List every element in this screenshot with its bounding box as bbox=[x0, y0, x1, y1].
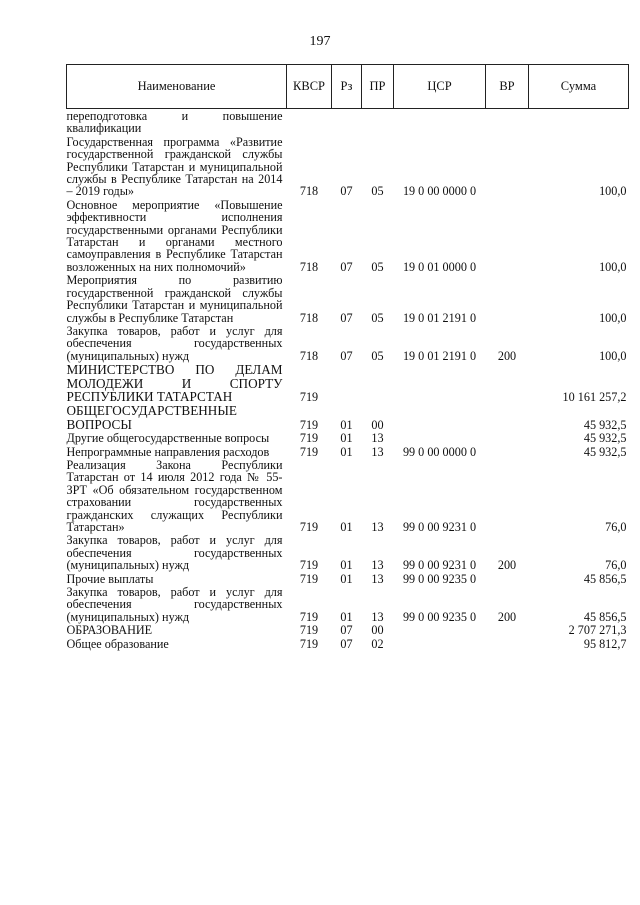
table-body bbox=[67, 109, 629, 651]
table-row bbox=[67, 431, 629, 444]
row-vr bbox=[486, 273, 529, 324]
row-name: Закупка товаров, работ и услуг для обеспечения государственных (муниципальных) нужд bbox=[66, 533, 283, 573]
row-pr: 05 bbox=[371, 310, 384, 325]
row-csr: 19 0 00 0000 0 bbox=[402, 184, 477, 199]
row-vr: 200 bbox=[497, 558, 517, 573]
row-pr: 13 bbox=[371, 444, 384, 459]
row-vr bbox=[486, 458, 529, 533]
row-sum: 100,0 bbox=[599, 184, 627, 199]
row-kvsr: 718 bbox=[299, 259, 319, 274]
row-vr bbox=[486, 135, 529, 198]
row-csr: 99 0 00 0000 0 bbox=[402, 444, 477, 459]
row-rz: 07 bbox=[340, 184, 353, 199]
row-csr: 19 0 01 2191 0 bbox=[402, 310, 477, 325]
row-sum: 2 707 271,3 bbox=[568, 623, 627, 638]
row-sum: 100,0 bbox=[599, 310, 627, 325]
row-csr: 99 0 00 9231 0 bbox=[402, 558, 477, 573]
row-csr bbox=[394, 637, 486, 650]
row-kvsr: 718 bbox=[299, 348, 319, 363]
row-pr: 13 bbox=[371, 609, 384, 624]
row-kvsr: 719 bbox=[299, 571, 319, 586]
row-name: Реализация Закона Республики Татарстан от 14 июля 2012 года № 55-ЗРТ «Об обязательном государственном страховании государственных гражданских служащих Республики Татарстан» bbox=[66, 457, 283, 534]
row-sum: 45 856,5 bbox=[583, 609, 627, 624]
table-row bbox=[67, 198, 629, 273]
header-vr: ВР bbox=[486, 65, 529, 109]
row-rz: 07 bbox=[340, 636, 353, 651]
row-kvsr: 719 bbox=[299, 444, 319, 459]
row-name: ОБРАЗОВАНИЕ bbox=[66, 623, 153, 638]
row-kvsr: 718 bbox=[299, 310, 319, 325]
row-rz: 01 bbox=[340, 571, 353, 586]
row-sum: 45 932,5 bbox=[583, 444, 627, 459]
row-kvsr: 719 bbox=[299, 558, 319, 573]
row-name: ОБЩЕГОСУДАРСТВЕННЫЕ ВОПРОСЫ bbox=[66, 403, 237, 432]
row-rz: 07 bbox=[340, 310, 353, 325]
header-name: Наименование bbox=[67, 65, 287, 109]
row-pr: 13 bbox=[371, 520, 384, 534]
row-name: Основное мероприятие «Повышение эффективности исполнения государственными органами Республики Татарстан и органами местного самоуправления в Республике Татарстан возложенных на них полномочий» bbox=[66, 197, 283, 274]
row-pr: 13 bbox=[371, 571, 384, 586]
table-row bbox=[67, 585, 629, 623]
row-rz: 01 bbox=[340, 417, 353, 432]
row-vr bbox=[486, 445, 529, 458]
page-number: 197 bbox=[309, 34, 331, 49]
row-vr bbox=[486, 362, 529, 403]
row-kvsr: 719 bbox=[299, 389, 319, 404]
row-kvsr: 719 bbox=[299, 417, 319, 432]
row-vr bbox=[486, 623, 529, 636]
row-name: Закупка товаров, работ и услуг для обеспечения государственных (муниципальных) нужд bbox=[66, 323, 283, 363]
row-rz: 07 bbox=[340, 348, 353, 363]
row-csr: 19 0 01 0000 0 bbox=[402, 259, 477, 274]
row-name: Государственная программа «Развитие государственной гражданской службы Республики Татарстан и муниципальной службы в Республике Татарстан на 2014 – 2019 годы» bbox=[66, 134, 283, 199]
row-name: МИНИСТЕРСТВО ПО ДЕЛАМ МОЛОДЕЖИ И СПОРТУ РЕСПУБЛИКИ ТАТАРСТАН bbox=[66, 362, 283, 404]
row-kvsr: 719 bbox=[299, 520, 319, 534]
row-rz: 01 bbox=[340, 431, 353, 446]
row-kvsr: 718 bbox=[299, 184, 319, 199]
header-csr: ЦСР bbox=[394, 65, 486, 109]
row-name: Закупка товаров, работ и услуг для обеспечения государственных (муниципальных) нужд bbox=[66, 585, 283, 624]
table-row bbox=[67, 273, 629, 324]
row-name: Общее образование bbox=[66, 636, 169, 651]
table-row bbox=[67, 637, 629, 650]
row-vr: 200 bbox=[497, 348, 517, 363]
row-pr bbox=[362, 109, 394, 135]
row-vr bbox=[486, 403, 529, 431]
table-row bbox=[67, 362, 629, 403]
row-rz: 07 bbox=[340, 259, 353, 274]
row-vr bbox=[486, 431, 529, 444]
row-sum: 76,0 bbox=[605, 558, 627, 573]
row-rz: 07 bbox=[340, 623, 353, 638]
row-sum: 45 856,5 bbox=[583, 571, 627, 586]
row-rz: 01 bbox=[340, 609, 353, 624]
row-name: Непрограммные направления расходов bbox=[66, 444, 270, 459]
row-sum bbox=[529, 109, 629, 135]
row-csr: 99 0 00 9235 0 bbox=[402, 571, 477, 586]
row-rz bbox=[332, 109, 362, 135]
row-vr bbox=[486, 198, 529, 273]
row-sum: 100,0 bbox=[599, 259, 627, 274]
table-row bbox=[67, 572, 629, 585]
table-row bbox=[67, 445, 629, 458]
table-row bbox=[67, 533, 629, 571]
table-header-row bbox=[67, 65, 629, 109]
table-row bbox=[67, 324, 629, 362]
row-kvsr bbox=[287, 109, 332, 135]
row-kvsr: 719 bbox=[299, 609, 319, 624]
row-pr bbox=[362, 362, 394, 403]
row-csr bbox=[394, 431, 486, 444]
row-pr: 13 bbox=[371, 558, 384, 573]
header-rz: Рз bbox=[332, 65, 362, 109]
row-pr: 13 bbox=[371, 431, 384, 446]
row-pr: 02 bbox=[371, 636, 384, 651]
row-pr: 05 bbox=[371, 259, 384, 274]
row-csr: 99 0 00 9231 0 bbox=[402, 520, 477, 534]
row-csr: 19 0 01 2191 0 bbox=[402, 348, 477, 363]
table-row bbox=[67, 135, 629, 198]
table-row bbox=[67, 403, 629, 431]
row-pr: 05 bbox=[371, 184, 384, 199]
row-csr: 99 0 00 9235 0 bbox=[402, 609, 477, 624]
header-pr: ПР bbox=[362, 65, 394, 109]
budget-table bbox=[66, 64, 629, 650]
row-rz: 01 bbox=[340, 558, 353, 573]
table-row bbox=[67, 458, 629, 533]
row-csr bbox=[394, 403, 486, 431]
row-vr bbox=[486, 109, 529, 135]
row-name: Мероприятия по развитию государственной гражданской службы Республики Татарстан и муниципальной службы в Республике Татарстан bbox=[66, 273, 283, 325]
table-row bbox=[67, 109, 629, 135]
row-kvsr: 719 bbox=[299, 636, 319, 651]
row-name: переподготовка и повышение квалификации bbox=[66, 109, 283, 136]
row-sum: 45 932,5 bbox=[583, 417, 627, 432]
row-csr bbox=[394, 362, 486, 403]
row-rz: 01 bbox=[340, 520, 353, 534]
row-csr bbox=[394, 623, 486, 636]
row-sum: 10 161 257,2 bbox=[562, 389, 627, 404]
header-kvsr: КВСР bbox=[287, 65, 332, 109]
row-pr: 00 bbox=[371, 417, 384, 432]
row-kvsr: 719 bbox=[299, 431, 319, 446]
row-name: Прочие выплаты bbox=[66, 571, 154, 586]
row-kvsr: 719 bbox=[299, 623, 319, 638]
row-vr: 200 bbox=[497, 609, 517, 624]
row-sum: 76,0 bbox=[605, 520, 627, 534]
table-row bbox=[67, 623, 629, 636]
header-sum: Сумма bbox=[529, 65, 629, 109]
row-pr: 00 bbox=[371, 623, 384, 638]
row-sum: 45 932,5 bbox=[583, 431, 627, 446]
row-pr: 05 bbox=[371, 348, 384, 363]
row-sum: 95 812,7 bbox=[583, 636, 627, 651]
row-vr bbox=[486, 572, 529, 585]
row-rz: 01 bbox=[340, 444, 353, 459]
row-csr bbox=[394, 109, 486, 135]
row-sum: 100,0 bbox=[599, 348, 627, 363]
row-vr bbox=[486, 637, 529, 650]
row-name: Другие общегосударственные вопросы bbox=[66, 431, 270, 446]
row-rz bbox=[332, 362, 362, 403]
